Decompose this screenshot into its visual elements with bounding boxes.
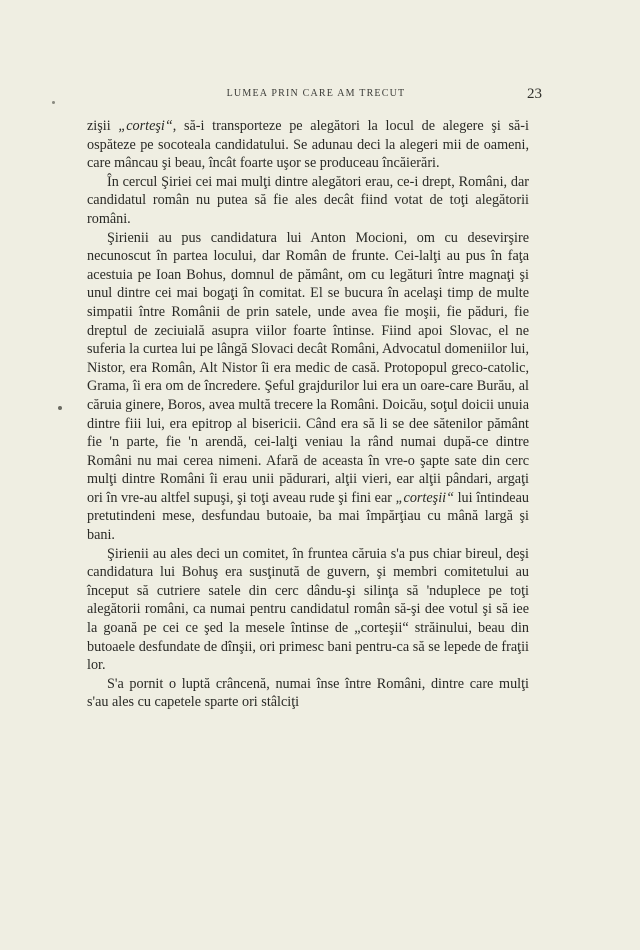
p1-rest: , să-i transporteze pe alegători la locul de alegere şi să-i ospăteze pe socoteala candidatului. Se adunau deci la alegeri mii de oameni, care mâncau şi beau, încât foarte uşor se produceau încăierări. [87,118,529,172]
paragraph-5: S'a pornit o luptă crâncenă, numai înse între Români, dintre care mulţi s'au ales cu capetele sparte ori stâlciţi [87,675,529,711]
running-title: LUMEA PRIN CARE AM TRECUT [226,88,406,99]
margin-mark [58,406,62,410]
page-number: 23 [527,86,542,102]
print-speck [52,101,55,104]
italic-term: „corteşi“ [118,118,173,134]
p1-start: zişii [87,118,119,134]
paragraph-4: Şirienii au ales deci un comitet, în fruntea căruia s'a pus chiar bireul, deşi candidatura lui Bohuş era susţinută de guvern, şi membri comitetului au început să cutriere satele din cerc dându-şi silinţa să 'nduplece pe toţi alegătorii români, ca numai pentru candidatul român să-şi dee votul şi să iee la goană pe cei ce şed la mesele întinse de „corteşii“ străinului, beau din butoaele desfundate de dînşii, ori primesc bani pentru-ca să se lepede de fraţii lor. [87,545,529,674]
italic-term: „corteşii“ [395,489,454,506]
paragraph-2: În cercul Şiriei cei mai mulţi dintre alegători erau, ce-i drept, Români, dar candidatul român nu putea să fie ales decât fiind votat de toţi alegătorii români. [87,173,529,227]
p3-end: lui întindeau pretutindeni mese, desfundau butoaie, ba mai împărţiau cu mână largă şi bani. [87,489,529,544]
paragraph-1 [87,117,529,173]
body-text [87,117,529,712]
page-header [88,86,544,106]
paragraph-3 [87,229,529,545]
p3-main: Şirienii au pus candidatura lui Anton Mocioni, om cu desevirşire necunoscut în partea locului, dar Român de frunte. Cei-lalţi au pus în faţa acestuia pe Ioan Bohus, domnul de pământ, om cu legături între magnaţi şi unul dintre cei mai bogaţi în comitat. El se bucura în acelaşi timp de multe simpatii între Românii de prin satele, unde avea fie moşii, fie păduri, fie dreptul de zeciuială asupra viilor foarte întinse. Fiind apoi Slovac, el ne suferia la curtea lui pe lângă Slovaci decât Români, Advocatul domeniilor lui, Nistor, era Român, Alt Nistor îi era medic de casă. Protopopul greco-catolic, Grama, îi era om de încredere. Şeful grajdurilor lui era un oare-care Burău, al căruia ginere, Boros, avea multă trecere la Români. Doicău, soţul doicii unuia dintre fiii lui, era epitrop al bisericii. Când era să li se dee sătenilor pământ fie 'n parte, fie 'n arendă, cei-lalţi veniau la rând numai după-ce dintre Români nu mai cerea nimeni. Afară de aceasta în vre-o şapte sate din cerc mulţi dintre Români îi erau unii pădurari, alţii vieri, ear alţii pândari, argaţi ori în vre-au altfel supuşi, şi toţi aveau rude şi fini ear [87,229,529,506]
